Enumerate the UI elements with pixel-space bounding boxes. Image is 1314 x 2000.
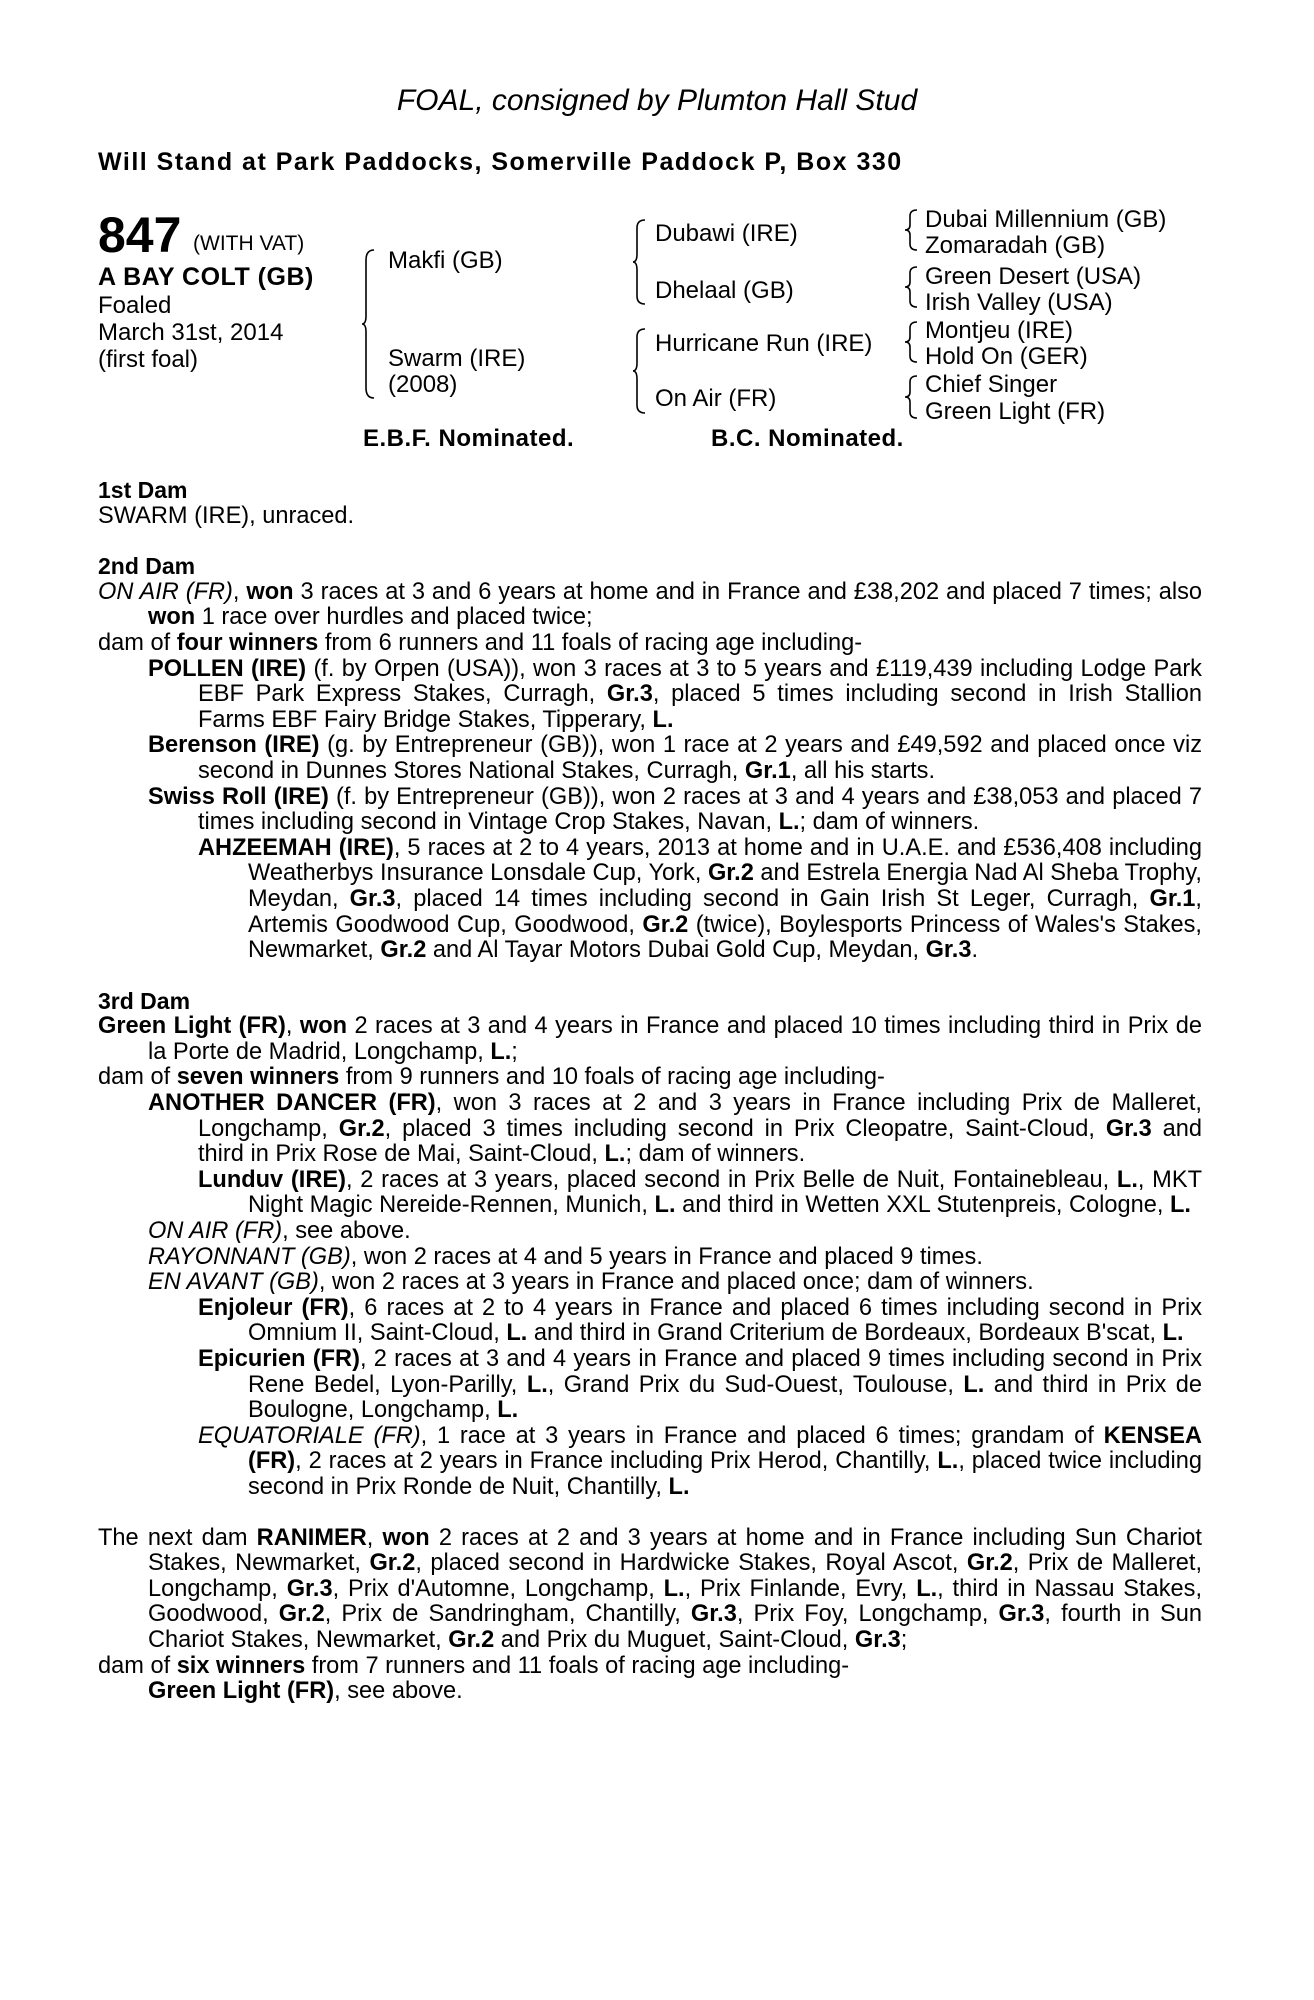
first-dam-text: SWARM (IRE), unraced. [98,502,355,529]
won-label: won [299,1013,348,1040]
page-title: FOAL, consigned by Plumton Hall Stud [396,84,918,117]
progeny-entry-on-air [98,1219,1202,1245]
listed-label: L. [497,1397,519,1424]
progeny-name: Lunduv (IRE) [198,1166,346,1193]
first-dam-heading: 1st Dam [98,477,188,503]
record-text: , [285,1013,300,1040]
progeny-entry-swiss-roll [98,785,1202,836]
record-text: 3 races at 3 and 6 years at home and in France and £38,202 and placed 7 times; also [293,578,1202,605]
grade-label: Gr.3 [854,1626,901,1653]
foaled-label: Foaled [98,292,172,319]
record-text: dam of [98,1652,177,1679]
progeny-name: Green Light (FR) [148,1678,335,1705]
grade-label: Gr.1 [744,757,791,784]
record-text: , third in Nassau Stakes, Goodwood, [148,1575,1202,1628]
record-text: , Prix Foy, Longchamp, [736,1601,999,1628]
grade-label: Gr.2 [448,1626,495,1653]
record-text: The next dam [98,1524,257,1551]
record-text: , Prix d'Automne, Longchamp, [332,1575,664,1602]
pedigree-sire: Makfi (GB) [388,247,503,274]
listed-label: L. [652,706,674,733]
record-text: and third in Grand Criterium de Bordeaux, Bordeaux B'scat, [527,1320,1163,1347]
progeny-entry-epicurien [98,1347,1202,1424]
grade-label: Gr.3 [606,681,653,708]
listed-label: L. [1169,1192,1191,1219]
record-text: . [971,937,979,964]
pedigree-brace-dam [633,327,647,415]
pedigree-brace-g4 [905,374,919,420]
progeny-name: KENSEA (FR) [248,1422,1202,1475]
record-text: , Prix Finlande, Evry, [684,1575,917,1602]
record-text: (twice), Boylesports Princess of Wales's Stakes, Newmarket, [248,911,1202,964]
won-label: won [382,1524,430,1551]
listed-label: L. [1162,1320,1184,1347]
foal-note: (first foal) [98,346,199,373]
progeny-name: EQUATORIALE (FR) [198,1422,421,1449]
record-text: from 7 runners and 11 foals of racing age including- [305,1652,850,1679]
pedigree-sds: Green Desert (USA) [925,263,1142,290]
grade-label: Gr.3 [286,1575,333,1602]
record-text: , placed 14 times including second in Gain Irish St Leger, Curragh, [395,885,1150,912]
listed-label: L. [937,1448,959,1475]
record-text: , see above. [334,1678,463,1705]
record-text: 2 races at 2 and 3 years at home and in France including Sun Chariot Stakes, Newmarket, [148,1524,1202,1577]
catalogue-body [98,478,1202,1705]
won-label: won [148,604,196,631]
listed-label: L. [654,1192,676,1219]
grade-label: Gr.3 [349,885,396,912]
grade-label: Gr.2 [966,1550,1013,1577]
record-text: , MKT Night Magic Nereide-Rennen, Munich, [248,1166,1202,1219]
listed-label: L. [1116,1166,1138,1193]
grade-label: Gr.3 [925,937,972,964]
grade-label: Gr.2 [707,860,754,887]
grade-label: Gr.2 [338,1115,385,1142]
progeny-entry-green-light [98,1679,1202,1705]
next-dam-record [98,1526,1202,1654]
third-dam-produce [98,1065,1202,1091]
pedigree-dss: Montjeu (IRE) [925,317,1074,344]
record-text: , Artemis Goodwood Cup, Goodwood, [248,885,1202,938]
progeny-name: Berenson (IRE) [148,732,320,759]
record-text: ; [511,1038,518,1065]
record-text: , placed twice including second in Prix Ronde de Nuit, Chantilly, [248,1448,1202,1500]
record-text: , won 3 races at 2 and 3 years in France including Prix de Malleret, Longchamp, [198,1090,1202,1142]
progeny-entry-berenson [98,733,1202,784]
progeny-name: RAYONNANT (GB) [148,1243,351,1270]
record-text: , [366,1524,383,1551]
grade-label: Gr.2 [642,911,689,938]
record-text: (f. by Entrepreneur (GB)), won 2 races at 3 and 4 years and £38,053 and placed 7 times including second in Vintage Crop Stakes, Navan, [198,783,1202,836]
record-text: from 6 runners and 11 foals of racing age including- [318,629,863,656]
pedigree-brace-sire [633,218,647,306]
grade-label: Gr.2 [369,1550,416,1577]
progeny-entry-pollen [98,657,1202,734]
winners-count: seven winners [176,1064,340,1091]
record-text: , placed second in Hardwicke Stakes, Royal Ascot, [415,1550,967,1577]
record-text: and third in Prix de Boulogne, Longchamp, [248,1371,1203,1424]
pedigree-brace-g3 [905,320,919,364]
record-text: dam of [98,629,177,656]
pedigree-dds: Chief Singer [925,371,1058,398]
record-text: ; dam of winners. [625,1141,806,1168]
pedigree-brace-g1 [905,208,919,252]
pedigree-dam-sire: Hurricane Run (IRE) [655,330,873,357]
record-text: , all his starts. [790,757,936,784]
record-text: , 5 races at 2 to 4 years, 2013 at home and in U.A.E. and £536,408 including Weatherbys Insurance Lonsdale Cup, York, [248,834,1203,887]
record-text: , 2 races at 3 years, placed second in Prix Belle de Nuit, Fontainebleau, [345,1166,1117,1193]
stand-location: Will Stand at Park Paddocks, Somerville Paddock P, Box 330 [98,148,903,176]
record-text: from 9 runners and 10 foals of racing age including- [339,1064,885,1091]
record-text: , Prix de Malleret, Longchamp, [148,1550,1202,1602]
progeny-entry-rayonnant [98,1245,1202,1271]
record-text: , 1 race at 3 years in France and placed 6 times; grandam of [420,1422,1104,1449]
pedigree-sss: Dubai Millennium (GB) [925,206,1167,233]
progeny-entry-another-dancer [98,1091,1202,1168]
listed-label: L. [663,1575,685,1602]
listed-label: L. [506,1320,528,1347]
third-dam-record [98,1014,1202,1065]
progeny-name: Epicurien (FR) [198,1346,360,1372]
record-text: (f. by Orpen (USA)), won 3 races at 3 to 5 years and £119,439 including Lodge Park EBF Park Express Stakes, Curragh, [198,655,1202,708]
progeny-name: EN AVANT (GB) [148,1269,319,1296]
grade-label: Gr.2 [278,1601,325,1628]
pedigree-dsd: Hold On (GER) [925,343,1088,370]
listed-label: L. [778,809,800,836]
next-dam-produce [98,1654,1202,1680]
record-text: ; dam of winners. [799,809,980,836]
lot-number: 847 [98,207,182,263]
record-text: (g. by Entrepreneur (GB)), won 1 race at 2 years and £49,592 and placed once viz second in Dunnes Stores National Stakes, Curragh, [198,732,1202,784]
listed-label: L. [668,1473,690,1500]
second-dam-produce [98,631,1202,657]
record-text: dam of [98,1064,177,1091]
record-text: , 2 races at 3 and 4 years in France and placed 9 times including second in Prix Rene Bedel, Lyon-Parilly, [248,1346,1203,1398]
record-text: and Al Tayar Motors Dubai Gold Cup, Meydan, [426,937,926,964]
won-label: won [246,578,294,605]
progeny-name: AHZEEMAH (IRE) [198,834,394,861]
bc-nominated: B.C. Nominated. [711,425,904,452]
record-text: and third in Prix Rose de Mai, Saint-Cloud, [198,1115,1202,1168]
progeny-name: ON AIR (FR) [148,1218,283,1245]
third-dam-heading: 3rd Dam [98,987,191,1014]
progeny-entry-ahzeemah [98,836,1202,964]
record-text: , fourth in Sun Chariot Stakes, Newmarket, [148,1601,1203,1653]
listed-label: L. [490,1038,512,1065]
vat-note: (WITH VAT) [193,232,305,255]
progeny-name: POLLEN (IRE) [148,655,307,682]
record-text: , won 2 races at 3 years in France and placed once; dam of winners. [318,1269,1034,1296]
grade-label: Gr.3 [1105,1115,1152,1142]
record-text: ; [900,1626,908,1653]
winners-count: six winners [176,1652,306,1679]
listed-label: L. [916,1575,938,1602]
listed-label: L. [963,1371,985,1398]
record-text: , Prix de Sandringham, Chantilly, [324,1601,691,1628]
pedigree-sire-sire: Dubawi (IRE) [655,220,798,247]
grade-label: Gr.3 [690,1601,737,1628]
record-text: 1 race over hurdles and placed twice; [195,604,593,631]
record-text: and Prix du Muguet, Saint-Cloud, [494,1626,855,1653]
record-text: and Estrela Energia Nad Al Sheba Trophy, Meydan, [248,860,1202,912]
record-text: , 2 races at 2 years in France including Prix Herod, Chantilly, [295,1448,938,1475]
record-text: , won 2 races at 4 and 5 years in France and placed 9 times. [350,1243,983,1270]
pedigree-dam: Swarm (IRE) [388,345,526,372]
pedigree-sire-dam: Dhelaal (GB) [655,277,794,304]
pedigree-brace-g2 [905,265,919,309]
grade-label: Gr.2 [380,937,427,964]
record-text: , see above. [282,1218,411,1245]
listed-label: L. [526,1371,548,1398]
record-text: , Grand Prix du Sud-Ouest, Toulouse, [547,1371,964,1398]
progeny-name: ANOTHER DANCER (FR) [148,1090,436,1117]
record-text: , placed 3 times including second in Prix Cleopatre, Saint-Cloud, [384,1115,1106,1142]
listed-label: L. [604,1141,626,1168]
foaled-date: March 31st, 2014 [98,319,284,346]
winners-count: four winners [176,629,319,656]
record-text: and third in Wetten XXL Stutenpreis, Cologne, [675,1192,1170,1219]
progeny-entry-enjoleur [98,1296,1202,1347]
second-dam-heading: 2nd Dam [98,553,196,580]
pedigree-dam-year: (2008) [388,371,458,398]
record-text: 2 races at 3 and 4 years in France and placed 10 times including third in Prix de la Porte de Madrid, Longchamp, [148,1013,1202,1065]
progeny-entry-en-avant [98,1270,1202,1296]
third-dam-name: Green Light (FR) [98,1013,286,1040]
progeny-entry-lunduv [98,1168,1202,1219]
record-text: , 6 races at 2 to 4 years in France and placed 6 times including second in Prix Omnium II, Saint-Cloud, [248,1294,1203,1347]
progeny-name: Enjoleur (FR) [198,1294,349,1321]
horse-name: A BAY COLT (GB) [98,263,314,291]
grade-label: Gr.1 [1149,885,1196,912]
pedigree-ssd: Zomaradah (GB) [925,232,1106,259]
record-text: , placed 5 times including second in Irish Stallion Farms EBF Fairy Bridge Stakes, Tipperary, [198,681,1202,733]
second-dam-record: ON AIR (FR), won 3 races at 3 and 6 years at home and in France and £38,202 and placed 7 times; also won 1 race over hurdles and placed twice; [98,578,1202,631]
progeny-name: Swiss Roll (IRE) [148,783,329,810]
pedigree-sdd: Irish Valley (USA) [925,289,1113,316]
progeny-entry-equatoriale [98,1424,1202,1501]
second-dam-name: ON AIR (FR) [98,578,233,605]
pedigree-brace-parents [362,248,376,400]
grade-label: Gr.3 [998,1601,1045,1628]
ebf-nominated: E.B.F. Nominated. [363,425,575,452]
pedigree-dam-dam: On Air (FR) [655,385,777,412]
next-dam-name: RANIMER [256,1524,367,1551]
pedigree-ddd: Green Light (FR) [925,398,1106,425]
